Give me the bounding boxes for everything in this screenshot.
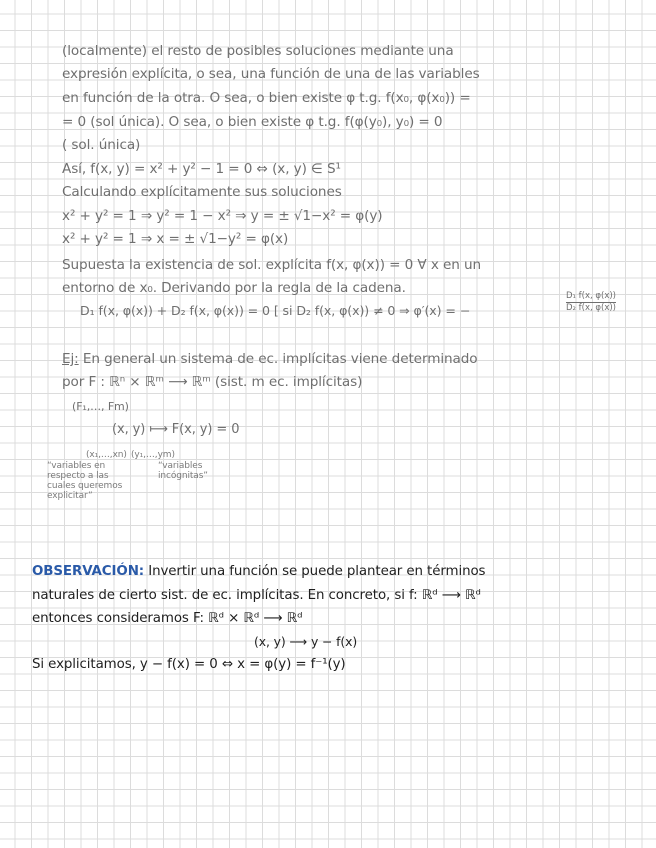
text-line: ( sol. única)	[62, 137, 141, 153]
fraction-numerator: D₁ f(x, φ(x))	[566, 291, 616, 301]
x-vars-note	[47, 461, 122, 501]
map-line: (x, y) ⟼ F(x, y) = 0	[112, 422, 240, 437]
text-line: Así, f(x, y) = x² + y² − 1 = 0 ⇔ (x, y) ∈ S¹	[62, 161, 341, 177]
note-line: cuales queremos	[47, 481, 123, 491]
y-vars-note	[158, 461, 208, 481]
note-line: respecto a las	[47, 471, 109, 481]
note-line: explicitar”	[47, 491, 93, 501]
derivative-fraction	[566, 292, 616, 313]
math-line: x² + y² = 1 ⇒ y² = 1 − x² ⇒ y = ± √1−x² = φ(y)	[62, 208, 383, 224]
observation-label: OBSERVACIÓN:	[32, 564, 145, 579]
example-line	[62, 350, 478, 368]
note-line: “variables	[158, 461, 203, 471]
math-line: Si explicitamos, y − f(x) = 0 ⇔ x = φ(y) = f⁻¹(y)	[32, 657, 346, 672]
observation-text: Invertir una función se puede plantear en términos	[144, 564, 486, 579]
text-line: naturales de cierto sist. de ec. implícitas. En concreto, si f: ℝᵈ ⟶ ℝᵈ	[32, 588, 481, 603]
text-line: (localmente) el resto de posibles soluciones mediante una	[62, 43, 454, 59]
example-label: Ej:	[62, 351, 79, 367]
text-line: en función de la otra. O sea, o bien existe φ t.g. f(x₀, φ(x₀)) =	[62, 90, 471, 106]
y-vars-label: (y₁,…,ym)	[131, 450, 175, 460]
math-line: x² + y² = 1 ⇒ x = ± √1−y² = φ(x)	[62, 231, 289, 247]
text-line: Calculando explícitamente sus soluciones	[62, 184, 342, 200]
fraction-denominator: D₂ f(x, φ(x))	[566, 303, 616, 313]
x-vars-label: (x₁,…,xn)	[86, 450, 127, 460]
note-line: “variables en	[47, 461, 106, 471]
text-line: = 0 (sol única). O sea, o bien existe φ t.g. f(φ(y₀), y₀) = 0	[62, 114, 443, 130]
text-line: por F : ℝⁿ × ℝᵐ ⟶ ℝᵐ (sist. m ec. implícitas)	[62, 374, 363, 390]
text-line: entorno de x₀. Derivando por la regla de la cadena.	[62, 280, 406, 296]
text-line: Supuesta la existencia de sol. explícita f(x, φ(x)) = 0 ∀ x en un	[62, 257, 482, 273]
example-text: En general un sistema de ec. implícitas viene determinado	[78, 351, 478, 367]
text-line: entonces consideramos F: ℝᵈ × ℝᵈ ⟶ ℝᵈ	[32, 611, 303, 626]
observation-line	[32, 563, 485, 581]
note-line: incógnitas”	[158, 471, 208, 481]
components-label: (F₁,…, Fm)	[72, 400, 129, 413]
text-line: expresión explícita, o sea, una función de una de las variables	[62, 66, 480, 82]
map-line: (x, y) ⟶ y − f(x)	[254, 634, 358, 649]
derivative-line: D₁ f(x, φ(x)) + D₂ f(x, φ(x)) = 0 [ si D₂ f(x, φ(x)) ≠ 0 ⇒ φ′(x) = −	[80, 303, 471, 318]
